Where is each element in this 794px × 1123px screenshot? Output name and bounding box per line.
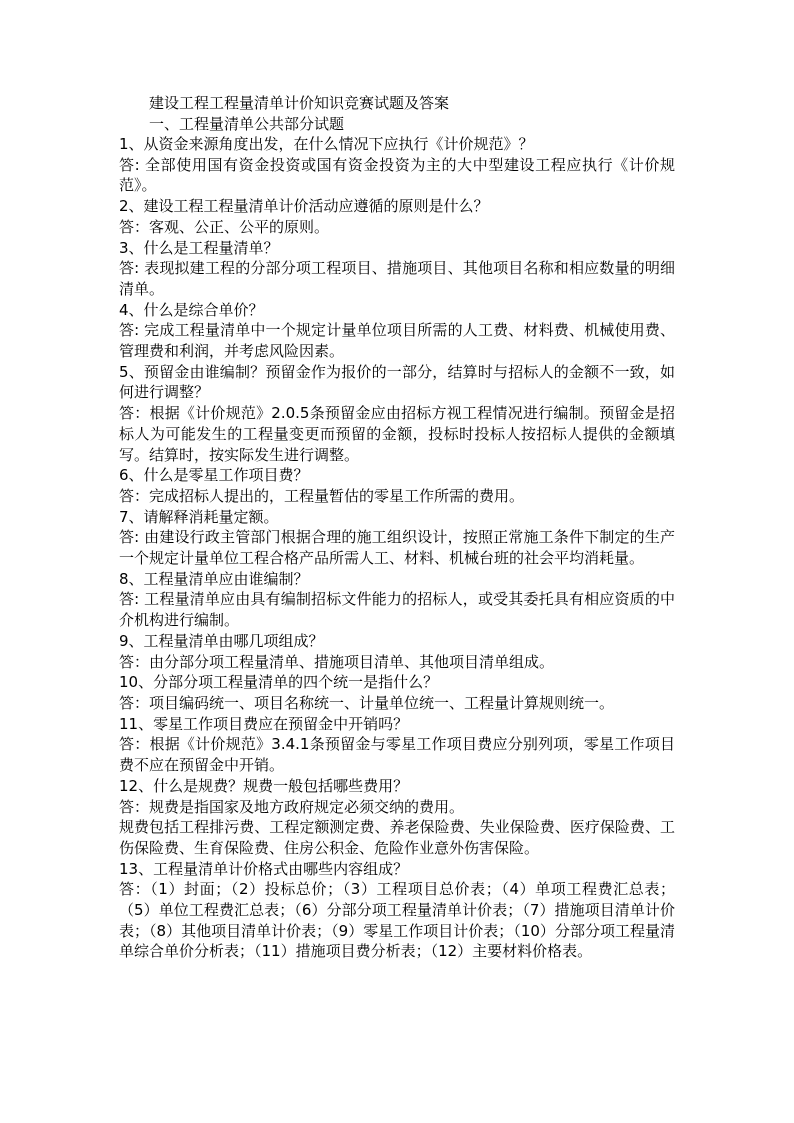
question-2: 2、建设工程工程量清单计价活动应遵循的原则是什么？: [119, 197, 489, 216]
answer-5: 答：根据《计价规范》2.0.5条预留金应由招标方视工程情况进行编制。预留金是招标人为可能发生的工程量变更而预留的金额，投标时投标人按招标人提供的金额填写。结算时，按实际发生进行调整。: [119, 404, 675, 464]
question-5: 5、预留金由谁编制？预留金作为报价的一部分，结算时与招标人的金额不一致，如何进行调整？: [119, 362, 675, 402]
question-7: 7、请解释消耗量定额。: [119, 507, 279, 526]
answer-12: 答：规费是指国家及地方政府规定必须交纳的费用。: [119, 797, 465, 816]
answer-10: 答：项目编码统一、项目名称统一、计量单位统一、工程量计算规则统一。: [119, 693, 615, 712]
section-heading: 一、工程量清单公共部分试题: [149, 115, 345, 133]
question-1: 1、从资金来源角度出发，在什么情况下应执行《计价规范》？: [119, 135, 534, 153]
answer-13: 答：（1）封面；（2）投标总价；（3）工程项目总价表；（4）单项工程费汇总表；（5）单位工程费汇总表；（6）分部分项工程量清单计价表；（7）措施项目清单计价表；（8）其他项目清单计价表；（9）零星工作项目计价表；（10）分部分项工程量清单综合单价分析表；（11）措施项目费分析表；（12）主要材料价格表。: [119, 880, 675, 961]
question-10: 10、分部分项工程量清单的四个统一是指什么？: [119, 673, 439, 692]
answer-7: 答: 由建设行政主管部门根据合理的施工组织设计，按照正常施工条件下制定的生产一个规定计量单位工程合格产品所需人工、材料、机械台班的社会平均消耗量。: [119, 528, 675, 568]
answer-8: 答: 工程量清单应由具有编制招标文件能力的招标人，或受其委托具有相应资质的中介机构进行编制。: [119, 590, 675, 630]
question-13: 13、工程量清单计价格式由哪些内容组成？: [119, 859, 409, 878]
answer-12-continued: 规费包括工程排污费、工程定额测定费、养老保险费、失业保险费、医疗保险费、工伤保险费、生育保险费、住房公积金、危险作业意外伤害保险。: [119, 818, 675, 857]
document-page: [119, 93, 675, 962]
answer-6: 答：完成招标人提出的，工程量暂估的零星工作所需的费用。: [119, 486, 525, 505]
document-title: 建设工程工程量清单计价知识竞赛试题及答案: [149, 94, 450, 112]
answer-9: 答：由分部分项工程量清单、措施项目清单、其他项目清单组成。: [119, 652, 555, 671]
question-9: 9、工程量清单由哪几项组成？: [119, 631, 324, 650]
question-8: 8、工程量清单应由谁编制？: [119, 569, 309, 588]
question-11: 11、零星工作项目费应在预留金中开销吗？: [119, 714, 409, 733]
answer-4: 答: 完成工程量清单中一个规定计量单位项目所需的人工费、材料费、机械使用费、管理费和利润，并考虑风险因素。: [119, 321, 675, 361]
answer-11: 答：根据《计价规范》3.4.1条预留金与零星工作项目费应分别列项，零星工作项目费不应在预留金中开销。: [119, 735, 675, 775]
answer-2: 答：客观、公正、公平的原则。: [119, 217, 330, 236]
answer-1: 答: 全部使用国有资金投资或国有资金投资为主的大中型建设工程应执行《计价规范》。: [119, 155, 675, 195]
question-4: 4、什么是综合单价？: [119, 300, 264, 319]
question-12: 12、什么是规费？规费一般包括哪些费用？: [119, 776, 409, 795]
question-3: 3、什么是工程量清单？: [119, 238, 279, 257]
question-6: 6、什么是零星工作项目费？: [119, 466, 309, 485]
answer-3: 答: 表现拟建工程的分部分项工程项目、措施项目、其他项目名称和相应数量的明细清单。: [119, 259, 675, 298]
qa-body: [119, 134, 675, 962]
